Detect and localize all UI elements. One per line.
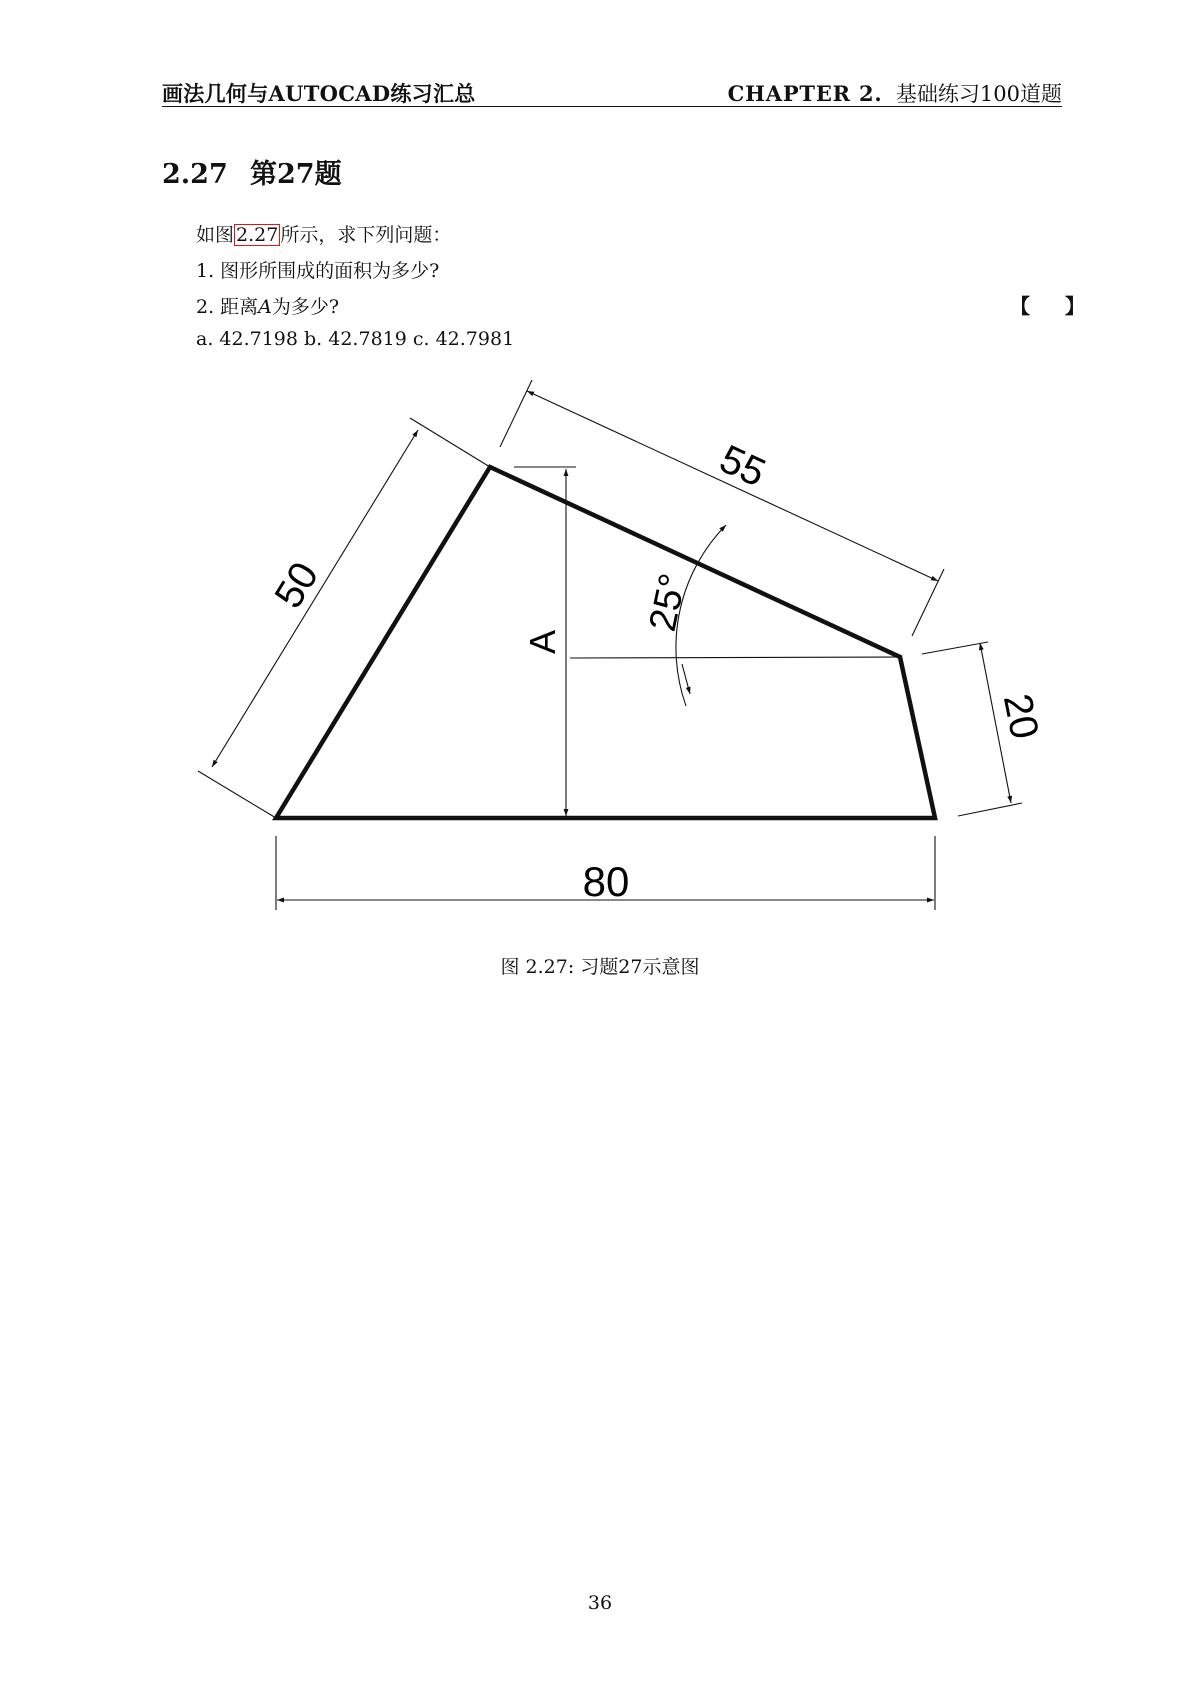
question-2: 2. 距离A为多少? bbox=[196, 296, 340, 318]
dimension-20-label: 20 bbox=[994, 690, 1047, 743]
question-intro: 如图 2.27 所示，求下列问题： bbox=[196, 224, 452, 246]
answer-bracket[interactable]: 【 】 bbox=[1010, 294, 1099, 318]
variable-a: A bbox=[258, 296, 272, 318]
dimension-50 bbox=[198, 418, 490, 818]
dimension-a-label: A bbox=[522, 629, 563, 655]
dimension-50-label: 50 bbox=[266, 554, 328, 616]
trapezoid-shape bbox=[276, 467, 935, 818]
answer-options: a. 42.7198 b. 42.7819 c. 42.7981 bbox=[196, 328, 515, 350]
section-number: 2.27 bbox=[162, 159, 228, 190]
dimension-55-label: 55 bbox=[713, 436, 772, 496]
figure-caption: 图 2.27: 习题27示意图 bbox=[500, 956, 700, 978]
dimension-55 bbox=[500, 380, 944, 636]
question-1: 1. 图形所围成的面积为多少? bbox=[196, 260, 440, 282]
dimension-80-label: 80 bbox=[582, 858, 630, 905]
chapter-title: 基础练习100道题 bbox=[895, 82, 1062, 106]
book-title: 画法几何与AUTOCAD练习汇总 bbox=[162, 81, 476, 106]
angle-25 bbox=[570, 525, 900, 706]
angle-25-label: 25° bbox=[641, 570, 695, 635]
figure-reference-link[interactable]: 2.27 bbox=[236, 224, 279, 246]
section-title: 第27题 bbox=[250, 159, 342, 190]
page-number: 36 bbox=[587, 1592, 613, 1614]
chapter-number: CHAPTER 2. bbox=[727, 81, 883, 106]
